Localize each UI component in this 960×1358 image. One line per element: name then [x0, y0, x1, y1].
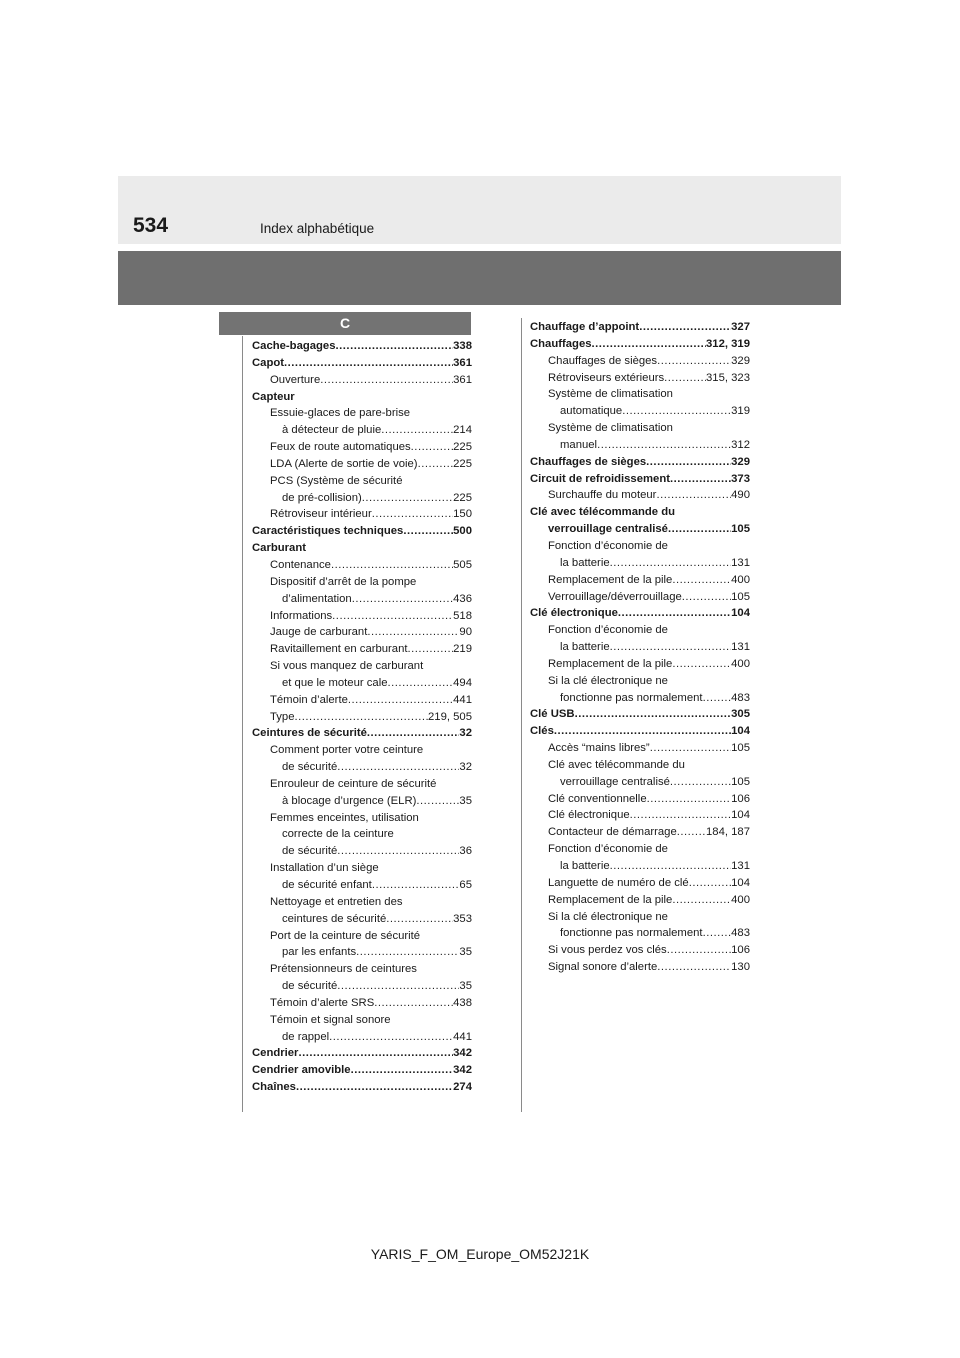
index-entry-page: 400	[731, 573, 750, 586]
index-column-right	[530, 319, 750, 976]
index-entry-term: Si la clé électronique ne	[548, 674, 668, 687]
index-entry-page: 305	[731, 708, 750, 721]
index-entry-term: Contacteur de démarrage	[548, 826, 677, 839]
index-entry	[530, 605, 750, 622]
dot-leader	[332, 608, 453, 625]
index-entry-term: Feux de route automatiques	[270, 441, 411, 454]
dot-leader	[670, 471, 731, 488]
index-letter-tab: C	[219, 312, 471, 335]
index-entry	[530, 791, 750, 808]
index-entry-page: 441	[453, 1030, 472, 1043]
index-entry-term: Capot	[252, 356, 285, 369]
index-entry	[530, 774, 750, 791]
index-entry-term: par les enfants	[282, 946, 357, 959]
index-entry	[530, 673, 750, 690]
index-entry-term: Fonction d’économie de	[548, 843, 668, 856]
index-entry-term: Dispositif d’arrêt de la pompe	[270, 575, 417, 588]
index-entry	[252, 961, 472, 978]
dot-leader	[374, 995, 453, 1012]
index-entry	[530, 386, 750, 403]
dot-leader	[356, 944, 459, 961]
index-entry	[252, 759, 472, 776]
index-entry-page: 505	[453, 558, 472, 571]
index-entry-term: Remplacement de la pile	[548, 573, 673, 586]
dot-leader	[646, 454, 731, 471]
index-entry-page: 312	[731, 438, 750, 451]
index-entry	[252, 692, 472, 709]
index-entry-term: d’alimentation	[282, 592, 352, 605]
dot-leader	[411, 439, 453, 456]
index-entry	[252, 725, 472, 742]
dot-leader	[416, 793, 459, 810]
index-entry-term: ceintures de sécurité	[282, 912, 387, 925]
index-entry-term: de sécurité	[282, 761, 338, 774]
index-entry-term: Jauge de carburant	[270, 626, 368, 639]
index-entry	[252, 894, 472, 911]
dot-leader	[650, 740, 731, 757]
index-entry	[530, 858, 750, 875]
index-entry	[530, 690, 750, 707]
dot-leader	[656, 487, 731, 504]
index-entry-page: 400	[731, 893, 750, 906]
index-entry	[252, 1079, 472, 1096]
index-entry-page: 225	[453, 457, 472, 470]
dot-leader	[657, 959, 731, 976]
index-entry	[252, 591, 472, 608]
index-entry-term: Languette de numéro de clé	[548, 876, 689, 889]
dot-leader	[320, 372, 453, 389]
index-entry	[530, 504, 750, 521]
index-entry-term: Clé électronique	[548, 809, 630, 822]
index-entry-term: et que le moteur cale	[282, 676, 388, 689]
index-entry-term: Essuie-glaces de pare-brise	[270, 407, 411, 420]
dot-leader	[677, 824, 706, 841]
section-title: Index alphabétique	[260, 221, 375, 236]
index-entry-term: Verrouillage/déverrouillage	[548, 590, 682, 603]
dot-leader	[610, 555, 732, 572]
index-entry-page: 338	[453, 340, 472, 352]
index-entry-term: Port de la ceinture de sécurité	[270, 929, 421, 942]
index-entry	[252, 944, 472, 961]
index-entry	[530, 909, 750, 926]
index-entry-term: Chauffages	[530, 337, 592, 350]
index-entry	[252, 709, 472, 726]
index-entry	[252, 1045, 472, 1062]
index-entry	[252, 843, 472, 860]
dot-leader	[298, 1045, 453, 1062]
index-entry-term: à blocage d’urgence (ELR)	[282, 794, 417, 807]
index-entry-page: 312, 319	[706, 337, 750, 350]
index-entry-term: Prétensionneurs de ceintures	[270, 963, 417, 976]
index-entry-page: 441	[453, 693, 472, 706]
index-entry-term: Femmes enceintes, utilisation	[270, 811, 419, 824]
index-entry-term: Si vous manquez de carburant	[270, 660, 424, 673]
index-entry	[530, 807, 750, 824]
index-entry-term: Capteur	[252, 390, 295, 403]
index-entry-term: Caractéristiques techniques	[252, 525, 404, 538]
index-entry-page: 35	[459, 980, 472, 993]
dot-leader	[352, 591, 453, 608]
index-entry-term: Chauffages de sièges	[548, 354, 658, 367]
dot-leader	[284, 355, 453, 372]
index-entry-term: correcte de la ceinture	[282, 828, 394, 841]
index-entry	[252, 608, 472, 625]
index-entry-page: 35	[459, 946, 472, 959]
index-entry	[530, 471, 750, 488]
index-entry-term: Ravitaillement en carburant	[270, 643, 408, 656]
index-entry-term: Informations	[270, 609, 333, 622]
dot-leader	[664, 370, 706, 387]
index-entry-term: Contenance	[270, 558, 331, 571]
index-entry-page: 105	[731, 523, 750, 536]
index-entry	[530, 656, 750, 673]
dot-leader	[351, 1062, 454, 1079]
dot-leader	[622, 403, 731, 420]
index-entry-term: PCS (Système de sécurité	[270, 474, 403, 487]
index-entry-term: Témoin d’alerte SRS	[270, 996, 375, 1009]
dot-leader	[367, 725, 460, 742]
dot-leader	[331, 557, 453, 574]
index-entry-page: 315, 323	[706, 371, 750, 384]
index-entry-page: 219, 505	[428, 710, 472, 723]
index-entry-page: 490	[731, 489, 750, 502]
index-entry-page: 327	[731, 321, 750, 333]
index-entry-page: 361	[453, 373, 472, 386]
index-entry	[530, 892, 750, 909]
index-entry-term: Surchauffe du moteur	[548, 489, 657, 502]
dot-leader	[337, 759, 459, 776]
index-entry-page: 361	[453, 356, 472, 369]
dot-leader	[672, 656, 731, 673]
index-entry-term: manuel	[560, 438, 598, 451]
index-entry	[530, 824, 750, 841]
index-entry	[252, 793, 472, 810]
index-entry	[252, 675, 472, 692]
index-entry-page: 329	[731, 354, 750, 367]
dot-leader	[575, 706, 732, 723]
index-entry	[252, 439, 472, 456]
index-entry	[252, 810, 472, 827]
dot-leader	[367, 624, 459, 641]
index-entry	[530, 572, 750, 589]
index-entry	[252, 405, 472, 422]
index-entry-term: Si vous perdez vos clés	[548, 944, 667, 957]
index-entry	[252, 658, 472, 675]
index-entry	[530, 454, 750, 471]
index-entry-term: Remplacement de la pile	[548, 893, 673, 906]
index-entry	[252, 978, 472, 995]
index-entry-page: 65	[459, 879, 472, 891]
index-entry-term: Clé conventionnelle	[548, 792, 647, 805]
index-entry-term: Cendrier	[252, 1047, 299, 1060]
dot-leader	[667, 942, 731, 959]
index-entry-page: 214	[453, 424, 472, 437]
index-entry	[252, 928, 472, 945]
document-code-footer: YARIS_F_OM_Europe_OM52J21K	[370, 1246, 590, 1262]
index-entry	[252, 776, 472, 793]
index-entry	[252, 523, 472, 540]
dot-leader	[703, 690, 732, 707]
dot-leader	[672, 572, 731, 589]
index-entry-term: Rétroviseurs extérieurs	[548, 371, 665, 384]
index-entry	[252, 860, 472, 877]
dot-leader	[670, 774, 731, 791]
index-entry	[530, 925, 750, 942]
dot-leader	[597, 437, 731, 454]
index-entry	[252, 557, 472, 574]
index-entry-page: 105	[731, 775, 750, 788]
dot-leader	[639, 319, 731, 336]
page-number: 534	[133, 214, 169, 237]
index-entry-page: 500	[453, 525, 472, 538]
index-entry-term: Rétroviseur intérieur	[270, 508, 372, 521]
index-entry-page: 150	[453, 508, 472, 521]
index-entry-term: Nettoyage et entretien des	[270, 895, 403, 908]
index-entry	[252, 574, 472, 591]
index-entry-term: Accès “mains libres”	[548, 742, 650, 755]
index-entry-page: 104	[731, 725, 750, 738]
dot-leader	[689, 875, 731, 892]
dot-leader	[329, 1029, 453, 1046]
index-column-left	[252, 338, 472, 1096]
index-entry	[530, 639, 750, 656]
index-entry	[252, 506, 472, 523]
dot-leader	[372, 506, 453, 523]
index-entry	[252, 1062, 472, 1079]
index-entry-page: 438	[453, 996, 472, 1009]
index-entry	[530, 841, 750, 858]
index-entry-page: 32	[459, 727, 472, 740]
dot-leader	[418, 456, 454, 473]
dot-leader	[372, 877, 460, 894]
index-entry-term: Remplacement de la pile	[548, 657, 673, 670]
index-entry-page: 436	[453, 592, 472, 605]
index-entry-term: fonctionne pas normalement	[560, 691, 703, 704]
index-entry	[252, 540, 472, 557]
index-entry-term: à détecteur de pluie	[282, 424, 382, 437]
index-entry	[530, 437, 750, 454]
index-entry-term: Chauffages de sièges	[530, 455, 647, 468]
dot-leader	[647, 791, 732, 808]
index-entry-term: Circuit de refroidissement	[530, 472, 670, 485]
index-entry	[252, 389, 472, 406]
index-entry-term: Signal sonore d’alerte	[548, 961, 658, 974]
index-entry-term: Clé électronique	[530, 607, 618, 620]
dot-leader	[610, 639, 732, 656]
index-entry	[530, 555, 750, 572]
dot-leader	[657, 353, 731, 370]
dot-leader	[618, 605, 731, 622]
index-entry-term: Clé avec télécommande du	[548, 758, 685, 771]
index-entry-term: Clé USB	[530, 708, 575, 721]
index-entry-term: Système de climatisation	[548, 422, 673, 435]
index-entry	[252, 995, 472, 1012]
index-entry	[530, 319, 750, 336]
index-entry	[530, 487, 750, 504]
index-entry	[252, 473, 472, 490]
dot-leader	[682, 589, 731, 606]
index-entry-page: 105	[731, 742, 750, 755]
left-column-rule	[242, 336, 243, 1112]
index-entry	[530, 959, 750, 976]
index-entry	[530, 622, 750, 639]
dot-leader	[348, 692, 453, 709]
dot-leader	[381, 422, 453, 439]
index-entry	[252, 742, 472, 759]
index-entry-term: Cache-bagages	[252, 340, 336, 352]
index-entry-term: fonctionne pas normalement	[560, 927, 703, 940]
index-entry	[252, 338, 472, 355]
dot-leader	[388, 675, 454, 692]
index-entry-page: 329	[731, 455, 750, 468]
dot-leader	[630, 807, 732, 824]
index-entry	[252, 355, 472, 372]
chapter-band	[118, 251, 841, 305]
index-entry-page: 106	[731, 944, 750, 957]
dot-leader	[672, 892, 731, 909]
index-entry-page: 36	[459, 845, 472, 858]
index-entry	[252, 456, 472, 473]
index-entry	[252, 1012, 472, 1029]
index-entry-term: Carburant	[252, 542, 306, 555]
index-entry-page: 494	[453, 676, 472, 689]
index-entry-term: Témoin et signal sonore	[270, 1013, 391, 1026]
index-entry-term: Témoin d’alerte	[270, 693, 348, 706]
index-entry	[530, 706, 750, 723]
index-entry	[530, 740, 750, 757]
index-entry-term: Enrouleur de ceinture de sécurité	[270, 777, 437, 790]
index-entry-page: 131	[731, 556, 750, 569]
index-entry	[530, 589, 750, 606]
index-entry	[252, 877, 472, 894]
dot-leader	[403, 523, 453, 540]
index-entry-term: Chauffage d’appoint	[530, 321, 640, 333]
header-band	[118, 176, 841, 244]
index-entry-page: 104	[731, 607, 750, 620]
index-entry	[252, 624, 472, 641]
index-entry-term: de sécurité	[282, 845, 338, 858]
index-entry-page: 342	[453, 1047, 472, 1060]
index-entry-page: 225	[453, 441, 472, 454]
index-entry-term: Fonction d’économie de	[548, 539, 668, 552]
index-entry-page: 225	[453, 491, 472, 504]
right-column-rule	[521, 318, 522, 1112]
index-entry	[252, 826, 472, 843]
index-entry-page: 131	[731, 860, 750, 872]
index-entry-term: Ceintures de sécurité	[252, 727, 367, 740]
index-entry-term: la batterie	[560, 641, 610, 654]
index-entry	[530, 370, 750, 387]
index-entry	[530, 521, 750, 538]
index-entry-term: Fonction d’économie de	[548, 624, 668, 637]
index-entry	[252, 372, 472, 389]
index-entry	[530, 875, 750, 892]
index-entry-term: de rappel	[282, 1030, 330, 1043]
index-entry-page: 274	[453, 1081, 472, 1094]
index-entry-page: 342	[453, 1064, 472, 1077]
index-entry-page: 319	[731, 405, 750, 418]
index-entry	[530, 942, 750, 959]
index-entry	[530, 403, 750, 420]
index-entry-page: 483	[731, 927, 750, 940]
index-entry	[530, 723, 750, 740]
index-entry-page: 518	[453, 609, 472, 622]
index-entry	[530, 353, 750, 370]
dot-leader	[386, 911, 453, 928]
index-entry-term: Ouverture	[270, 373, 321, 386]
index-entry-page: 353	[453, 912, 472, 925]
index-entry	[252, 1029, 472, 1046]
index-entry	[530, 336, 750, 353]
index-entry-term: la batterie	[560, 556, 610, 569]
index-entry-page: 104	[731, 876, 750, 889]
dot-leader	[296, 1079, 453, 1096]
index-entry	[252, 490, 472, 507]
index-entry-term: Comment porter votre ceinture	[270, 744, 424, 757]
dot-leader	[668, 521, 731, 538]
dot-leader	[337, 843, 459, 860]
index-entry	[252, 911, 472, 928]
index-entry-page: 90	[459, 626, 472, 639]
dot-leader	[362, 490, 453, 507]
index-entry	[530, 757, 750, 774]
index-entry-page: 105	[731, 590, 750, 603]
index-entry-page: 131	[731, 641, 750, 654]
index-entry	[252, 422, 472, 439]
index-entry	[530, 420, 750, 437]
index-entry-term: Cendrier amovible	[252, 1064, 351, 1077]
index-entry	[530, 538, 750, 555]
dot-leader	[408, 641, 454, 658]
dot-leader	[610, 858, 732, 875]
index-entry-term: automatique	[560, 405, 623, 418]
index-entry-term: Installation d’un siège	[270, 862, 379, 875]
index-entry	[252, 641, 472, 658]
dot-leader	[337, 978, 459, 995]
index-entry-page: 104	[731, 809, 750, 822]
index-entry-page: 184, 187	[706, 826, 750, 839]
index-entry-term: Clés	[530, 725, 554, 738]
index-entry-term: de sécurité enfant	[282, 879, 372, 891]
index-entry-term: de pré-collision)	[282, 491, 362, 504]
index-entry-term: Chaînes	[252, 1081, 296, 1094]
index-entry-term: Type	[270, 710, 295, 723]
index-entry-term: de sécurité	[282, 980, 338, 993]
index-entry-page: 35	[459, 794, 472, 807]
index-entry-term: verrouillage centralisé	[560, 775, 670, 788]
index-entry-term: la batterie	[560, 860, 610, 872]
index-entry-term: Système de climatisation	[548, 388, 673, 401]
index-entry-page: 219	[453, 643, 472, 656]
dot-leader	[295, 709, 429, 726]
index-entry-term: verrouillage centralisé	[548, 523, 668, 536]
index-entry-term: Clé avec télécommande du	[530, 506, 676, 519]
dot-leader	[336, 338, 454, 355]
index-entry-term: LDA (Alerte de sortie de voie)	[270, 457, 418, 470]
dot-leader	[703, 925, 732, 942]
dot-leader	[592, 336, 707, 353]
index-entry-page: 130	[731, 961, 750, 974]
dot-leader	[554, 723, 731, 740]
index-entry-page: 483	[731, 691, 750, 704]
index-entry-term: Si la clé électronique ne	[548, 910, 668, 923]
index-entry-page: 106	[731, 792, 750, 805]
index-entry-page: 400	[731, 657, 750, 670]
index-entry-page: 32	[459, 761, 472, 774]
index-entry-page: 373	[731, 472, 750, 485]
